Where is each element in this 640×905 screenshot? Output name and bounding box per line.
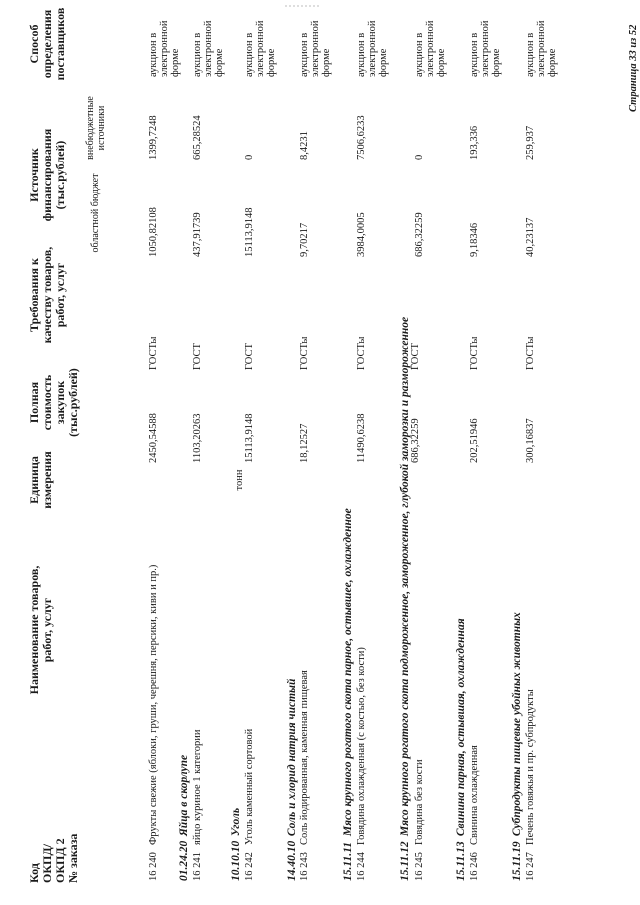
row-requirements: ГОСТ: [192, 343, 203, 370]
row-extra: 0: [244, 154, 255, 160]
row-cost: 15113,9148: [244, 413, 255, 463]
row-name: Печень говяжья и пр. субпродукты: [525, 689, 536, 845]
section-heading: 10.10.10 Уголь: [230, 807, 242, 881]
section-heading: 15.11.12 Мясо крупного рогатого скота подмороженное, замороженное, глубокой заморозки и размороженное: [399, 316, 411, 881]
row-method: аукцион в электронной форме: [244, 20, 277, 77]
row-extra: 8,4231: [299, 131, 310, 160]
header-financing: Источник финансирования (тыс.рублей): [27, 128, 67, 222]
row-method: аукцион в электронной форме: [356, 20, 389, 77]
row-extra: 1399,7248: [148, 115, 159, 160]
row-regional: 3984,0005: [356, 212, 367, 257]
row-requirements: ГОСТ: [410, 343, 421, 370]
row-name: Говядина без кости: [414, 759, 425, 845]
row-regional: 1050,82108: [148, 207, 159, 257]
section-heading: 15.11.13 Свинина парная, остывшая, охлажденная: [455, 618, 467, 881]
row-unit: тонн: [234, 469, 245, 491]
row-requirements: ГОСТы: [469, 336, 480, 370]
row-name: Говядина охлажденная (с костью, без кости): [356, 647, 367, 845]
header-unit: Единица измерения: [27, 451, 54, 509]
row-cost: 11490,6238: [356, 413, 367, 463]
row-cost: 2450,54588: [148, 413, 159, 463]
row-cost: 18,12527: [299, 423, 310, 463]
row-extra: 0: [414, 154, 425, 160]
section-heading: 01.24.20 Яйца в скорлупе: [178, 754, 190, 881]
row-method: аукцион в электронной форме: [299, 20, 332, 77]
header-cost: Полная стоимость закупок (тыс.рублей): [27, 368, 80, 437]
row-regional: 686,32259: [414, 212, 425, 257]
row-name: Фрукты свежие (яблоки, груши, черешня, персики, киви и пр.): [148, 564, 159, 845]
row-requirements: ГОСТы: [525, 336, 536, 370]
row-number: 16 242: [244, 852, 255, 881]
row-requirements: ГОСТ: [244, 343, 255, 370]
header-financing-extra: внебюджетные источники: [85, 96, 107, 160]
row-number: 16 245: [414, 852, 425, 881]
section-heading: 15.11.11 Мясо крупного рогатого скота парное, остывшее, охлажденное: [342, 508, 354, 881]
row-cost: 1103,20263: [192, 413, 203, 463]
header-requirements: Требования к качеству товаров, работ, услуг: [27, 246, 67, 344]
row-regional: 9,70217: [299, 222, 310, 257]
row-number: 16 247: [525, 852, 536, 881]
row-name: яйцо куриное 1 категории: [192, 729, 203, 845]
row-requirements: ГОСТы: [356, 336, 367, 370]
row-number: 16 241: [192, 852, 203, 881]
row-cost: 202,51946: [469, 418, 480, 463]
row-requirements: ГОСТы: [299, 336, 310, 370]
header-method: Способ определения поставщиков: [27, 7, 67, 81]
row-requirements: ГОСТы: [148, 336, 159, 370]
row-number: 16 243: [299, 852, 310, 881]
row-extra: 259,937: [525, 125, 536, 160]
row-method: аукцион в электронной форме: [148, 20, 181, 77]
row-method: аукцион в электронной форме: [469, 20, 502, 77]
section-heading: 14.40.10 Соль и хлорид натрия чистый: [286, 678, 298, 881]
row-extra: 665,28524: [192, 115, 203, 160]
row-name: Уголь каменный сортовой: [244, 728, 255, 845]
header-financing-regional: областной бюджет: [90, 173, 101, 253]
row-cost: 686,32259: [410, 418, 421, 463]
header-name: Наименование товаров, работ, услуг: [27, 565, 54, 695]
row-method: аукцион в электронной форме: [192, 20, 225, 77]
row-number: 16 246: [469, 852, 480, 881]
row-method: аукцион в электронной форме: [525, 20, 558, 77]
row-extra: 7506,6233: [356, 115, 367, 160]
row-number: 16 244: [356, 852, 367, 881]
row-regional: 15113,9148: [244, 207, 255, 257]
page-number: Страница 33 из 52: [628, 24, 639, 112]
row-regional: 437,91739: [192, 212, 203, 257]
row-extra: 193,336: [469, 125, 480, 160]
section-heading: 15.11.19 Субпродукты пищевые убойных животных: [511, 612, 523, 881]
row-cost: 300,16837: [525, 418, 536, 463]
row-regional: 9,18346: [469, 222, 480, 257]
row-name: Соль йодированная, каменная пищевая: [299, 670, 310, 845]
row-method: аукцион в электронной форме: [414, 20, 447, 77]
row-number: 16 240: [148, 852, 159, 881]
row-regional: 40,23137: [525, 217, 536, 257]
header-code: Код ОКПД/ ОКПД 2 № заказа: [27, 833, 80, 883]
row-name: Свинина охлажденная: [469, 745, 480, 845]
